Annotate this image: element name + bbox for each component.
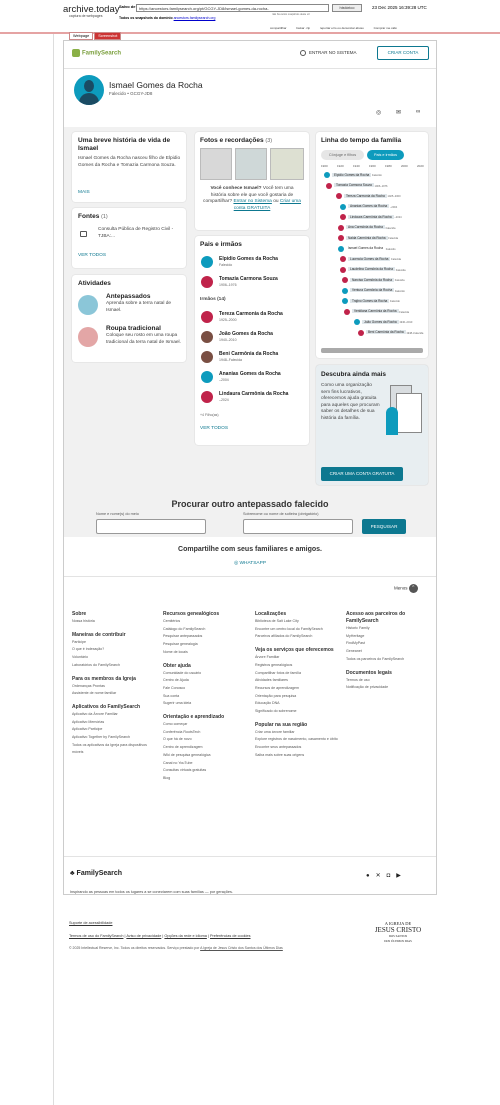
timeline-row[interactable] <box>342 288 405 294</box>
person-dot-icon <box>358 330 364 336</box>
timeline-name: Elpidio Gomes da Rocha <box>334 172 370 177</box>
activities-card <box>72 275 186 362</box>
timeline-dates: Falecido <box>385 247 396 251</box>
female-avatar-icon <box>201 391 213 403</box>
search-title: Procurar outro antepassado falecido <box>171 499 329 509</box>
timeline-dates: Falecida <box>398 310 410 314</box>
bio-text: Ismael Gomes da Rocha nasceu filho de Elpidio Gomes da Rocha e Tomazia Carmona Souza. <box>78 156 181 168</box>
footer-link[interactable]: Participe <box>72 639 86 644</box>
bio-more-link[interactable]: MAIS <box>78 190 90 195</box>
timeline-year: 1920 <box>337 164 344 168</box>
user-icon <box>300 50 306 56</box>
timeline-dates: 1940–2010 <box>398 320 413 324</box>
footer-link[interactable]: Aplicativo Together by FamilySearch <box>72 735 131 740</box>
history-button[interactable]: histórico <box>332 4 362 12</box>
timeline-name: João Gomes da Rocha <box>364 319 397 324</box>
timeline-row[interactable] <box>342 277 405 283</box>
share-title: Compartilhe com seus familiares e amigos. <box>178 546 322 553</box>
privacy-link[interactable]: Aviso de privacidade <box>126 934 162 938</box>
timeline-name: Nalda Carmônia da Rocha <box>348 235 386 240</box>
footer-link[interactable]: MyHeritage <box>346 633 365 638</box>
whatsapp-icon[interactable]: ◎ <box>376 110 382 116</box>
timeline-name: Beni Carmônia da Rocha <box>368 330 404 335</box>
footer-link[interactable]: Educação DNA <box>255 701 280 706</box>
timeline-dates: Falecido <box>389 299 400 303</box>
x-icon[interactable]: ✕ <box>375 873 387 879</box>
footer-link[interactable]: Encontre seus antepassados <box>255 745 302 750</box>
copyright: © 2025 Intellectual Reserve, Inc. Todos os direitos reservados. Serviço prestado por A Igreja de Jesus Cristo dos Santos dos Últimos Dias <box>69 946 283 950</box>
parents-siblings-toggle[interactable]: Pais e irmãos <box>367 150 404 160</box>
saved-from-label: Salvo de <box>119 4 136 9</box>
person-dot-icon <box>336 193 342 199</box>
source-item[interactable]: Consulta Pública de Registro Civil - TJBA:... <box>98 227 174 239</box>
activity-clothing-text: Coloque seu rosto em uma roupa tradicional da terra natal de Ismael. <box>106 333 181 345</box>
timeline-row[interactable] <box>340 204 397 210</box>
footer-logo[interactable]: ♣ FamilySearch <box>70 870 123 877</box>
timeline-name: Ana Carmônia da Rocha <box>348 225 383 230</box>
footer-link[interactable]: FindMyPast <box>346 641 365 646</box>
search-button[interactable]: PESQUISAR <box>362 519 406 534</box>
footer-tagline: Inspirando as pessoas em todos os lugares a se conectarem com suas famílias — por gerações. <box>70 889 370 901</box>
bio-card <box>72 132 186 202</box>
archive-toolbar <box>0 0 500 38</box>
timeline-scrollbar[interactable] <box>321 348 423 353</box>
timeline-dates: Falecida <box>384 226 396 230</box>
person-dot-icon <box>324 172 330 178</box>
person-dot-icon <box>326 183 332 189</box>
footer-link[interactable]: Geneanet <box>346 649 362 654</box>
saved-url-input[interactable]: https://ancestors.familysearch.org/pt/GCGY-JD8/ismael-gomes-da-rocha- <box>136 4 329 12</box>
person-dot-icon <box>340 214 346 220</box>
divider <box>64 576 436 577</box>
photos-login-link[interactable]: Entrar no Sistema <box>233 199 272 204</box>
site-header <box>64 41 436 69</box>
timeline-dates: Falecida <box>390 257 401 261</box>
timeline-row[interactable] <box>338 225 395 231</box>
timeline-year: 1940 <box>353 164 360 168</box>
person-name: Ismael Gomes da Rocha <box>109 80 203 90</box>
footer-link[interactable]: Canal no YouTube <box>163 760 193 765</box>
last-name-input[interactable] <box>243 519 353 534</box>
footer-column <box>163 611 248 783</box>
person-dot-icon <box>342 277 348 283</box>
photo-thumbnail[interactable] <box>235 148 267 180</box>
female-avatar-icon <box>201 311 213 323</box>
timeline-row[interactable] <box>344 309 409 315</box>
timeline-row[interactable] <box>340 214 402 220</box>
timeline-dates: Falecida <box>387 236 399 240</box>
footer-link[interactable]: Todos os aplicativos da Igreja para dispositivos móveis <box>72 742 147 755</box>
timeline-row[interactable] <box>336 193 401 199</box>
timeline-year: 2020 <box>417 164 424 168</box>
coffee-link[interactable]: Comprar me café <box>373 26 397 30</box>
footer-link[interactable]: Criar uma árvore familiar <box>255 729 295 734</box>
facebook-icon[interactable]: ● <box>366 873 376 879</box>
footer-heading: Obter ajuda <box>163 662 191 669</box>
footer-link[interactable]: Laboratórios do FamilySearch <box>72 662 120 667</box>
church-logo[interactable]: A IGREJA DE JESUS CRISTO DOS SANTOS DOS ÚLTIMOS DIAS <box>374 921 422 943</box>
timeline-year: 1900 <box>321 164 328 168</box>
footer-link[interactable]: Blog <box>163 775 171 780</box>
footer-link[interactable]: Nossa história <box>72 619 95 623</box>
footer-link[interactable]: Recursos de aprendizagem <box>255 685 299 690</box>
archive-logo[interactable]: archive.today <box>63 4 120 15</box>
activity-clothing-title[interactable]: Roupa tradicional <box>106 325 161 332</box>
timeline-year: 1960 <box>369 164 376 168</box>
legal-footer <box>63 895 437 957</box>
timeline-name: Laudelina Carmônia da Rocha <box>350 267 394 272</box>
left-ruler <box>53 34 54 1105</box>
timeline-dates: –2024 <box>393 215 402 219</box>
person-dot-icon <box>342 288 348 294</box>
timeline-dates: 1925–2000 <box>386 194 401 198</box>
footer-link[interactable]: Voluntário <box>72 655 88 660</box>
archive-subtitle: captura de webpages <box>69 14 103 18</box>
person-dot-icon <box>338 246 344 252</box>
person-dot-icon <box>342 298 348 304</box>
whatsapp-share-link[interactable]: ◎ WHATSAPP <box>233 561 267 566</box>
photos-card <box>195 132 309 230</box>
report-link[interactable]: reportar erro ou denunciar abuso <box>319 26 364 30</box>
footer-link[interactable]: O que há de novo <box>163 737 192 742</box>
create-account-button[interactable]: CRIAR CONTA <box>377 46 429 60</box>
chevron-up-icon: ⌃ <box>409 584 418 593</box>
female-avatar-icon <box>201 276 213 288</box>
timeline-dates: Falecida <box>394 278 405 282</box>
footer-heading: Aplicativos do FamilySearch <box>72 703 141 710</box>
timeline-name: Tomazia Carmona Souza <box>336 183 372 188</box>
tree-icon <box>72 49 80 57</box>
tab-webpage[interactable]: Webpage <box>69 32 93 40</box>
timeline-year: 1980 <box>385 164 392 168</box>
footer-link[interactable]: Orientação para pesquisa <box>255 693 297 698</box>
whatsapp-icon: ◎ <box>233 561 240 566</box>
sources-title: Fontes (1) <box>78 213 108 220</box>
tree-icon: ♣ <box>70 870 77 877</box>
domain-link[interactable]: ancestors.familysearch.org <box>173 16 216 20</box>
first-name-input[interactable] <box>96 519 206 534</box>
timeline-rows <box>316 172 428 342</box>
clothing-icon <box>78 327 98 347</box>
familysearch-logo[interactable]: FamilySearch <box>72 49 121 57</box>
siblings-label: Irmãos (14) <box>200 297 226 302</box>
footer-link[interactable]: Aplicativo Participe <box>72 727 103 732</box>
more-siblings: +4 Filho(as) <box>200 413 219 417</box>
footer-link[interactable]: Centro de aprendizagem <box>163 745 203 750</box>
timeline-row[interactable] <box>342 298 400 304</box>
timeline-dates: –2004 <box>389 205 398 209</box>
spouse-children-toggle[interactable]: Cônjuge e filhos <box>321 150 364 160</box>
timeline-title: Linha do tempo da família <box>321 137 402 144</box>
divider <box>64 856 436 857</box>
male-avatar-icon <box>201 256 213 268</box>
family-card: Pais e irmãos Elpidio Gomes da Rocha Falecido Tomazia Carmona Souza 1906–1976 Irmãos (14) Tereza Carmonia da Rocha 1925–2000 João Gomes da Rocha 1940–2010 Beni Carmônia da Rocha 1948–Falecida Ananias Gomes da Rocha –2004 Lindaura Carmônia da Rocha –2024 +4 Filho(as) VER TODOS <box>195 236 309 445</box>
footer-link[interactable]: Significado do sobrenome <box>255 709 297 714</box>
archive-date: 23 Dec 2025 16:39:28 UTC <box>372 5 427 10</box>
footer-heading: Localizações <box>255 611 287 617</box>
person-dot-icon <box>340 267 346 273</box>
youtube-icon[interactable]: ▶ <box>396 873 407 879</box>
footer-link[interactable]: Árvore Familiar <box>255 655 280 660</box>
person-dot-icon <box>340 256 346 262</box>
person-info: Falecido • GCGY-JD8 <box>109 91 153 96</box>
link-icon[interactable]: ∞ <box>416 109 421 115</box>
footer-heading: Orientação e aprendizado <box>163 714 225 721</box>
email-icon[interactable]: ✉ <box>396 110 402 116</box>
timeline-card <box>316 132 428 358</box>
bio-title: Uma breve história de vida de Ismael <box>78 137 171 152</box>
footer-column <box>346 611 431 692</box>
person-dot-icon <box>338 225 344 231</box>
footer-link[interactable]: Parceiros afiliados do FamilySearch <box>255 634 313 639</box>
globe-icon <box>78 295 98 315</box>
timeline-dates: 1948–Falecida <box>405 331 424 335</box>
timeline-name: Ventura Carmônia da Rocha <box>352 288 393 293</box>
timeline-row[interactable] <box>338 235 398 241</box>
discover-title: Descubra ainda mais <box>321 371 387 378</box>
male-avatar-icon <box>201 371 213 383</box>
document-icon <box>80 231 87 237</box>
footer-column <box>255 611 340 760</box>
timeline-dates: Falecido <box>371 173 382 177</box>
terms-link[interactable]: Termos de uso do FamilySearch <box>69 934 124 938</box>
footer-link[interactable]: Catálogo do FamilySearch <box>163 626 206 631</box>
footer-link[interactable]: Conferência RootsTech <box>163 729 201 734</box>
share-link[interactable]: compartilhar <box>270 26 287 30</box>
activity-ancestors-title[interactable]: Antepassados <box>106 293 151 300</box>
footer-heading: Para os membros da Igreja <box>72 675 136 682</box>
footer-link[interactable]: Pesquisar genealogia <box>163 642 198 647</box>
timeline-name: Tereza Carmonia da Rocha <box>346 193 385 198</box>
timeline-name: Lindaura Carmônia da Rocha <box>350 214 392 219</box>
footer-link[interactable]: Comunidade do usuário <box>163 670 202 675</box>
footer-link[interactable]: Historic Family <box>346 626 370 630</box>
footer-link[interactable]: Cemitérios <box>163 619 181 623</box>
tab-screenshot[interactable]: Screenshot <box>94 32 121 40</box>
avatar <box>74 75 104 105</box>
language-link[interactable]: Opções da rede e idioma <box>164 934 207 938</box>
timeline-dates: 1906–1976 <box>373 184 388 188</box>
timeline-axis <box>321 164 424 170</box>
footer-link[interactable]: Encontre um centro local do FamilySearch <box>255 626 323 631</box>
footer-link[interactable]: Aplicativo Memórias <box>72 719 105 724</box>
timeline-row[interactable] <box>326 183 388 189</box>
accessibility-link[interactable]: Suporte de acessibilidade <box>69 921 113 925</box>
timeline-name: Ananias Gomes da Rocha <box>350 204 388 209</box>
photo-thumbnail[interactable] <box>200 148 232 180</box>
footer-link[interactable]: Atividades familiares <box>255 678 288 683</box>
footer-link[interactable]: Saiba mais sobre suas origens <box>255 752 305 757</box>
footer-link[interactable]: Consultas virtuais gratuitas <box>163 768 207 773</box>
discover-card <box>316 365 428 485</box>
login-link[interactable]: ENTRAR NO SISTEMA <box>300 50 357 56</box>
footer-link[interactable]: Centro de Ajuda <box>163 678 189 683</box>
legal-links: Termos de uso do FamilySearch | Aviso de privacidade | Opções da rede e idioma | Preferências de cookies <box>69 934 251 938</box>
photo-thumbnail[interactable] <box>270 148 304 180</box>
timeline-row[interactable] <box>340 267 406 273</box>
archive-tools <box>270 26 406 30</box>
first-name-label: Nome e nome(s) do meio <box>96 512 139 516</box>
timeline-row[interactable] <box>354 319 412 325</box>
footer-link[interactable]: Termos de uso <box>346 677 370 682</box>
less-toggle[interactable]: Menos ⌃ <box>394 584 418 593</box>
timeline-name: Ismael Gomes da Rocha <box>348 246 384 251</box>
photo-avatar-icon <box>201 351 213 363</box>
footer-heading: Maneiras de contribuir <box>72 631 126 638</box>
footer-link[interactable]: Nome de locais <box>163 649 188 654</box>
photos-title: Fotos e recordações (3) <box>200 137 272 144</box>
download-zip-link[interactable]: baixar .zip <box>296 26 311 30</box>
sources-card <box>72 208 186 268</box>
timeline-name: Narcisa Carmônia da Rocha <box>352 277 393 282</box>
timeline-dates: Falecido <box>394 289 405 293</box>
footer-heading: Sobre <box>72 611 87 617</box>
footer-link[interactable]: Compartilhar fotos de família <box>255 670 301 675</box>
photos-create-account-link[interactable]: Criar uma conta GRATUITA <box>233 199 301 211</box>
timeline-row[interactable] <box>324 172 382 178</box>
discover-text: Como uma organização sem fins lucrativos, oferecemos ajuda gratuita para aqueles que procuram saber os detalhes de sua história da família. <box>321 383 380 421</box>
family-title: Pais e irmãos <box>200 241 242 248</box>
footer-heading: Popular na sua região <box>255 721 308 728</box>
timeline-name: Trajino Gomes da Rocha <box>352 298 388 303</box>
footer-link[interactable]: Explore registros de nascimento, casamento e óbito <box>255 737 338 742</box>
person-dot-icon <box>344 309 350 315</box>
footer-heading: Recursos genealógicos <box>163 611 220 617</box>
social-icons <box>366 872 407 879</box>
timeline-year: 2000 <box>401 164 408 168</box>
footer-link[interactable]: Sua conta <box>163 693 180 698</box>
footer-link[interactable]: Wiki de pesquisa genealógica <box>163 752 211 757</box>
person-dot-icon <box>338 235 344 241</box>
familysearch-page <box>63 40 437 895</box>
person-dot-icon <box>340 204 346 210</box>
footer-link[interactable]: Notificação de privacidade <box>346 685 389 690</box>
footer-link[interactable]: Assistente de nome familiar <box>72 691 117 696</box>
timeline-name: Lucencia Gomes da Rocha <box>350 256 389 261</box>
timeline-row[interactable] <box>358 330 423 336</box>
footer-link[interactable]: Pesquisar antepassados <box>163 634 203 639</box>
content-area <box>64 127 436 537</box>
photos-prompt: Você conhece Ismael? Você tem uma história sobre ele que você gostaria de compartilhar? Entrar no Sistema ou Criar uma conta GRATUITA <box>203 186 301 211</box>
church-link[interactable]: A Igreja de Jesus Cristo dos Santos dos Últimos Dias <box>200 946 283 950</box>
timeline-row[interactable] <box>340 256 401 262</box>
no-other-snapshots-note: não há outros snapshots deste url <box>272 12 310 16</box>
instagram-icon[interactable]: ◘ <box>386 873 397 879</box>
footer-column <box>72 611 157 757</box>
sources-see-all-link[interactable]: VER TODOS <box>78 253 107 258</box>
footer-link[interactable]: Fale Conosco <box>163 685 186 690</box>
footer-link[interactable]: Como começar <box>163 722 188 727</box>
footer-heading: Acesso aos parceiros do FamilySearch <box>346 611 406 624</box>
family-illustration-icon <box>386 383 424 445</box>
timeline-row[interactable] <box>338 246 396 252</box>
photo-avatar-icon <box>201 331 213 343</box>
create-free-account-button[interactable]: CRIAR UMA CONTA GRATUITA <box>321 467 403 481</box>
timeline-name: Veridiana Carmônia da Rocha <box>354 309 397 314</box>
footer-heading: Veja os serviços que oferecemos <box>255 647 334 654</box>
timeline-dates: Falecida <box>395 268 406 272</box>
all-snapshots-label: Todos os snapshots do domínio ancestors.familysearch.org <box>119 16 216 20</box>
family-see-all-link[interactable]: VER TODOS <box>200 426 229 431</box>
footer-link[interactable]: Sugerir uma ideia <box>163 701 192 706</box>
footer-link[interactable]: Biblioteca de Salt Lake City <box>255 619 299 623</box>
activity-ancestors-text: Aprenda sobre a terra natal de Ismael. <box>106 301 172 313</box>
footer-heading: Documentos legais <box>346 669 392 676</box>
footer-link[interactable]: Aplicativo da Árvore Familiar <box>72 711 118 716</box>
last-name-label: Sobrenome ou nome de solteira (obrigatório) <box>243 512 319 516</box>
footer-link[interactable]: Todos os parceiros do FamilySearch <box>346 656 405 661</box>
footer-link[interactable]: O que é indexação? <box>72 647 105 652</box>
person-dot-icon <box>354 319 360 325</box>
footer-link[interactable]: Ordenanças Prontas <box>72 683 105 688</box>
footer-link[interactable]: Registros genealógicos <box>255 662 293 667</box>
cookie-prefs-link[interactable]: Preferências de cookies <box>209 934 251 938</box>
activities-title: Atividades <box>78 280 111 287</box>
